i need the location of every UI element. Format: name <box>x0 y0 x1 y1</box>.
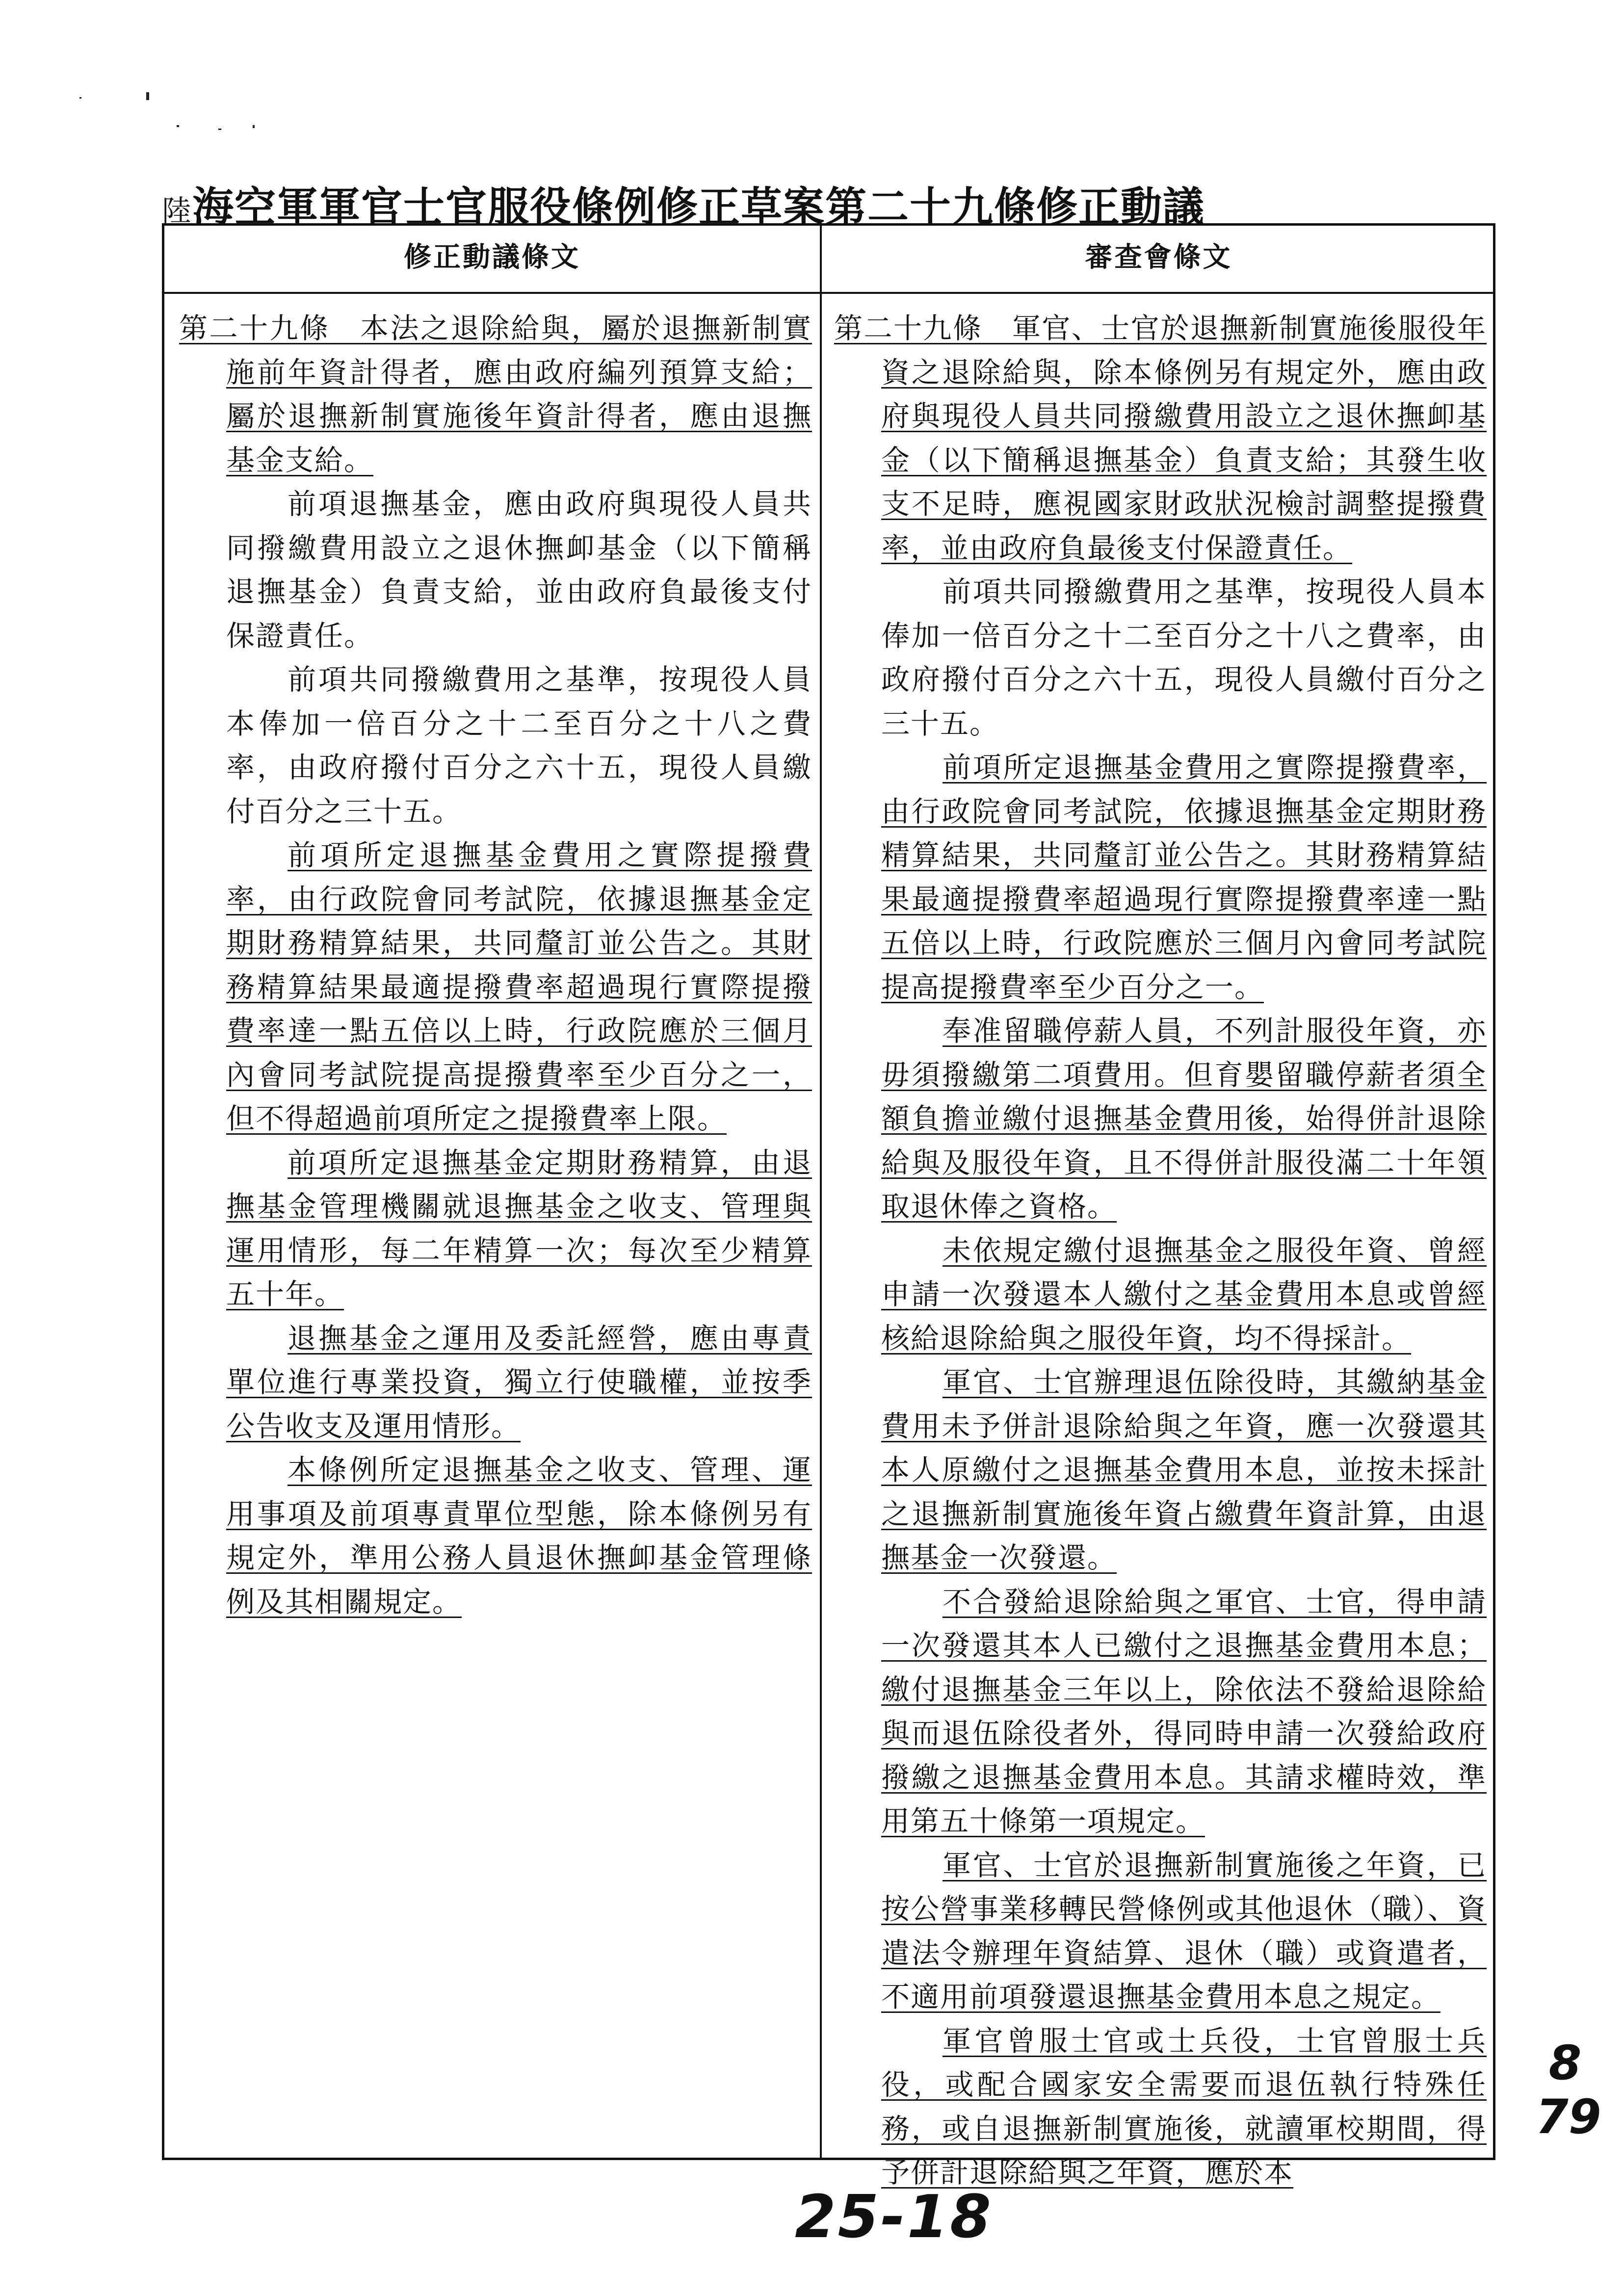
right-paragraph-4: 奉准留職停薪人員，不列計服役年資，亦毋須撥繳第二項費用。但育嬰留職停薪者須全額負擔並繳付退撫基金費用後，始得併計退除給與及服役年資，且不得併計服役滿二十年領取退休俸之資格。 <box>881 1014 1487 1223</box>
handwritten-margin-number: 8 79 <box>1536 2035 1601 2144</box>
left-paragraph-2: 前項退撫基金，應由政府與現役人員共同撥繳費用設立之退休撫卹基金（以下簡稱退撫基金）負責支給，並由政府負最後支付保證責任。 <box>226 487 812 652</box>
left-paragraph-3: 前項共同撥繳費用之基準，按現役人員本俸加一倍百分之十二至百分之十八之費率，由政府撥付百分之六十五，現役人員繳付百分之三十五。 <box>226 663 812 828</box>
title-text: 海空軍軍官士官服役條例修正草案第二十九條修正動議 <box>192 183 1205 231</box>
left-paragraph-6: 退撫基金之運用及委託經營，應由專責單位進行專業投資，獨立行使職權，並按季公告收支及運用情形。 <box>226 1321 812 1443</box>
scan-speck <box>146 92 149 100</box>
title-prefix: 陸 <box>162 194 192 229</box>
right-paragraph-8: 軍官、士官於退撫新制實施後之年資，已按公營事業移轉民營條例或其他退休（職）、資遣法令辦理年資結算、退休（職）或資遣者，不適用前項發還退撫基金費用本息之規定。 <box>881 1848 1487 2013</box>
scan-speck <box>177 125 179 127</box>
comparison-table <box>162 223 1495 2189</box>
right-paragraph-1: 第二十九條 軍官、士官於退撫新制實施後服役年資之退除給與，除本條例另有規定外，應由政府與現役人員共同撥繳費用設立之退休撫卹基金（以下簡稱退撫基金）負責支給；其發生收支不足時，應視國家財政狀況檢討調整提撥費率，並由政府負最後支付保證責任。 <box>834 312 1487 565</box>
left-paragraph-7: 本條例所定退撫基金之收支、管理、運用事項及前項專責單位型態，除本條例另有規定外，準用公務人員退休撫卹基金管理條例及其相關規定。 <box>226 1453 812 1618</box>
right-column-header: 審查會條文 <box>1085 241 1232 273</box>
scan-speck <box>253 125 255 128</box>
header-divider <box>164 292 1493 294</box>
column-divider <box>820 226 822 2158</box>
scan-speck <box>218 129 221 130</box>
right-paragraph-9: 軍官曾服士官或士兵役，士官曾服士兵役，或配合國家安全需要而退伍執行特殊任務，或自退撫新制實施後，就讀軍校期間，得予併計退除給與之年資，應於本 <box>881 2024 1487 2189</box>
right-paragraph-3: 前項所定退撫基金費用之實際提撥費率，由行政院會同考試院，依據退撫基金定期財務精算結果，共同釐訂並公告之。其財務精算結果最適提撥費率超過現行實際提撥費率達一點五倍以上時，行政院應於三個月內會同考試院提高提撥費率至少百分之一。 <box>881 751 1487 1004</box>
amendment-text-column <box>179 307 812 1624</box>
right-paragraph-7: 不合發給退除給與之軍官、士官，得申請一次發還其本人已繳付之退撫基金費用本息；繳付退撫基金三年以上，除依法不發給退除給與而退伍除役者外，得同時申請一次發給政府撥繳之退撫基金費用本息。其請求權時效，準用第五十條第一項規定。 <box>881 1585 1487 1838</box>
right-paragraph-5: 未依規定繳付退撫基金之服役年資、曾經申請一次發還本人繳付之基金費用本息或曾經核給退除給與之服役年資，均不得採計。 <box>881 1233 1487 1355</box>
left-column-header: 修正動議條文 <box>404 241 580 273</box>
scan-speck <box>79 97 81 99</box>
left-paragraph-5: 前項所定退撫基金定期財務精算，由退撫基金管理機關就退撫基金之收支、管理與運用情形，每二年精算一次；每次至少精算五十年。 <box>226 1146 812 1311</box>
right-paragraph-2: 前項共同撥繳費用之基準，按現役人員本俸加一倍百分之十二至百分之十八之費率，由政府撥付百分之六十五，現役人員繳付百分之三十五。 <box>881 575 1487 740</box>
handwritten-page-number: 25-18 <box>795 2183 993 2251</box>
right-paragraph-6: 軍官、士官辦理退伍除役時，其繳納基金費用未予併計退除給與之年資，應一次發還其本人原繳付之退撫基金費用本息，並按未採計之退撫新制實施後年資占繳費年資計算，由退撫基金一次發還。 <box>881 1365 1487 1574</box>
left-paragraph-4: 前項所定退撫基金費用之實際提撥費率，由行政院會同考試院，依據退撫基金定期財務精算結果，共同釐訂並公告之。其財務精算結果最適提撥費率超過現行實際提撥費率達一點五倍以上時，行政院應於三個月內會同考試院提高提撥費率至少百分之一，但不得超過前項所定之提撥費率上限。 <box>226 838 812 1135</box>
left-paragraph-1: 第二十九條 本法之退除給與，屬於退撫新制實施前年資計得者，應由政府編列預算支給；屬於退撫新制實施後年資計得者，應由退撫基金支給。 <box>179 312 812 477</box>
review-text-column <box>834 307 1487 2195</box>
